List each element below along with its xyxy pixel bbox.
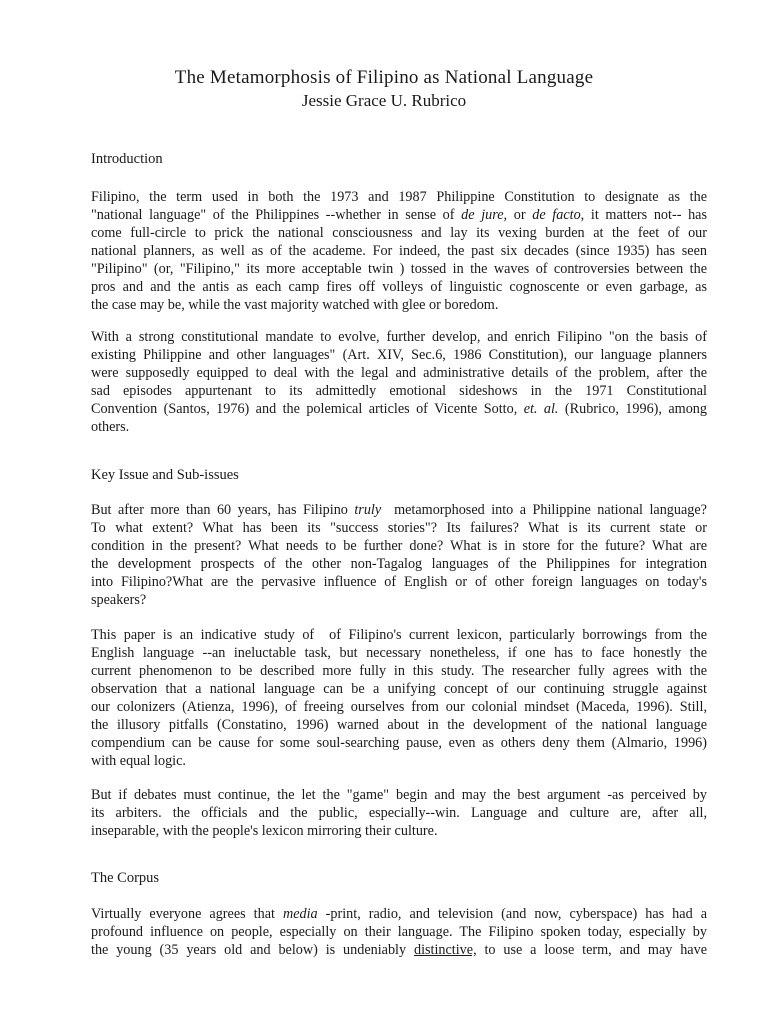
text-line: into Filipino?What are the pervasive influence of English or of other foreign languages on today's xyxy=(91,574,707,590)
paragraph-key-issue-2 xyxy=(91,626,707,770)
text-line: observation that a national language can be a unifying concept of our continuing struggle against xyxy=(91,681,707,697)
paragraph-key-issue-1 xyxy=(91,501,707,609)
text-line: compendium can be cause for some soul-searching pause, even as others deny them (Almario, 1996) xyxy=(91,735,707,751)
text-line: the illusory pitfalls (Constatino, 1996) warned about in the development of the national language xyxy=(91,717,707,733)
text-line: national planners, as well as of the academe. For indeed, the past six decades (since 1935) has seen xyxy=(91,243,707,259)
text-line: But after more than 60 years, has Filipino truly metamorphosed into a Philippine national language? xyxy=(91,502,707,518)
text-line: English language --an ineluctable task, but necessary nonetheless, if one has to face honestly the xyxy=(91,645,707,661)
text-line: come full-circle to prick the national consciousness and lay its vexing burden at the feet of our xyxy=(91,225,707,241)
text-line: the case may be, while the vast majority watched with glee or boredom. xyxy=(91,297,499,313)
paragraph-corpus-1 xyxy=(91,905,707,959)
document-author: Jessie Grace U. Rubrico xyxy=(301,91,467,110)
text-line: pros and and the antis as each camp fires off volleys of linguistic cognoscente or even garbage, as xyxy=(91,279,707,295)
text-line: But if debates must continue, the let the "game" begin and may the best argument -as perceived by xyxy=(91,787,707,803)
paragraph-introduction-1 xyxy=(91,188,707,314)
text-line: Filipino, the term used in both the 1973 and 1987 Philippine Constitution to designate as the xyxy=(91,189,707,205)
text-line: condition in the present? What needs to be further done? What is in store for the future? What are xyxy=(91,538,707,554)
text-line: were supposedly equipped to deal with the legal and administrative details of the problem, after the xyxy=(91,365,707,381)
paragraph-key-issue-3 xyxy=(91,786,707,840)
document-title: The Metamorphosis of Filipino as National Language xyxy=(174,67,594,88)
text-line: To what extent? What has been its "success stories"? Its failures? What is its current state or xyxy=(91,520,707,536)
text-line: the development prospects of the other non-Tagalog languages of the Philippines for integration xyxy=(91,556,707,572)
text-line: Convention (Santos, 1976) and the polemical articles of Vicente Sotto, et. al. (Rubrico, 1996), among xyxy=(91,401,707,417)
text-line: sad episodes appurtenant to its admittedly emotional sideshows in the 1971 Constitutional xyxy=(91,383,707,399)
text-line: Virtually everyone agrees that media -print, radio, and television (and now, cyberspace) has had a xyxy=(91,906,707,922)
text-line: "national language" of the Philippines --whether in sense of de jure, or de facto, it matters not-- has xyxy=(91,207,707,223)
section-heading-corpus: The Corpus xyxy=(91,870,160,886)
text-line: with equal logic. xyxy=(91,753,186,769)
text-line: With a strong constitutional mandate to evolve, further develop, and enrich Filipino "on the basis of xyxy=(91,329,707,345)
text-line: inseparable, with the people's lexicon mirroring their culture. xyxy=(91,823,438,839)
text-line: our colonizers (Atienza, 1996), of freeing ourselves from our colonial mindset (Maceda, 1996). Still, xyxy=(91,699,707,715)
section-heading-key-issue: Key Issue and Sub-issues xyxy=(91,467,239,483)
text-line: existing Philippine and other languages" (Art. XIV, Sec.6, 1986 Constitution), our language planners xyxy=(91,347,707,363)
text-line: others. xyxy=(91,419,130,435)
text-line: current phenomenon to be described more fully in this study. The researcher fully agrees with the xyxy=(91,663,707,679)
text-line: speakers? xyxy=(91,592,147,608)
paragraph-introduction-2 xyxy=(91,328,707,436)
text-line: profound influence on people, especially on their language. The Filipino spoken today, especially by xyxy=(91,924,707,940)
text-line: "Pilipino" (or, "Filipino," its more acceptable twin ) tossed in the waves of controversies between the xyxy=(91,261,707,277)
text-line: its arbiters. the officials and the public, especially--win. Language and culture are, after all, xyxy=(91,805,707,821)
text-line: This paper is an indicative study of of Filipino's current lexicon, particularly borrowings from the xyxy=(91,627,707,643)
text-line: the young (35 years old and below) is undeniably distinctive, to use a loose term, and may have xyxy=(91,942,707,958)
section-heading-introduction: Introduction xyxy=(91,151,163,167)
